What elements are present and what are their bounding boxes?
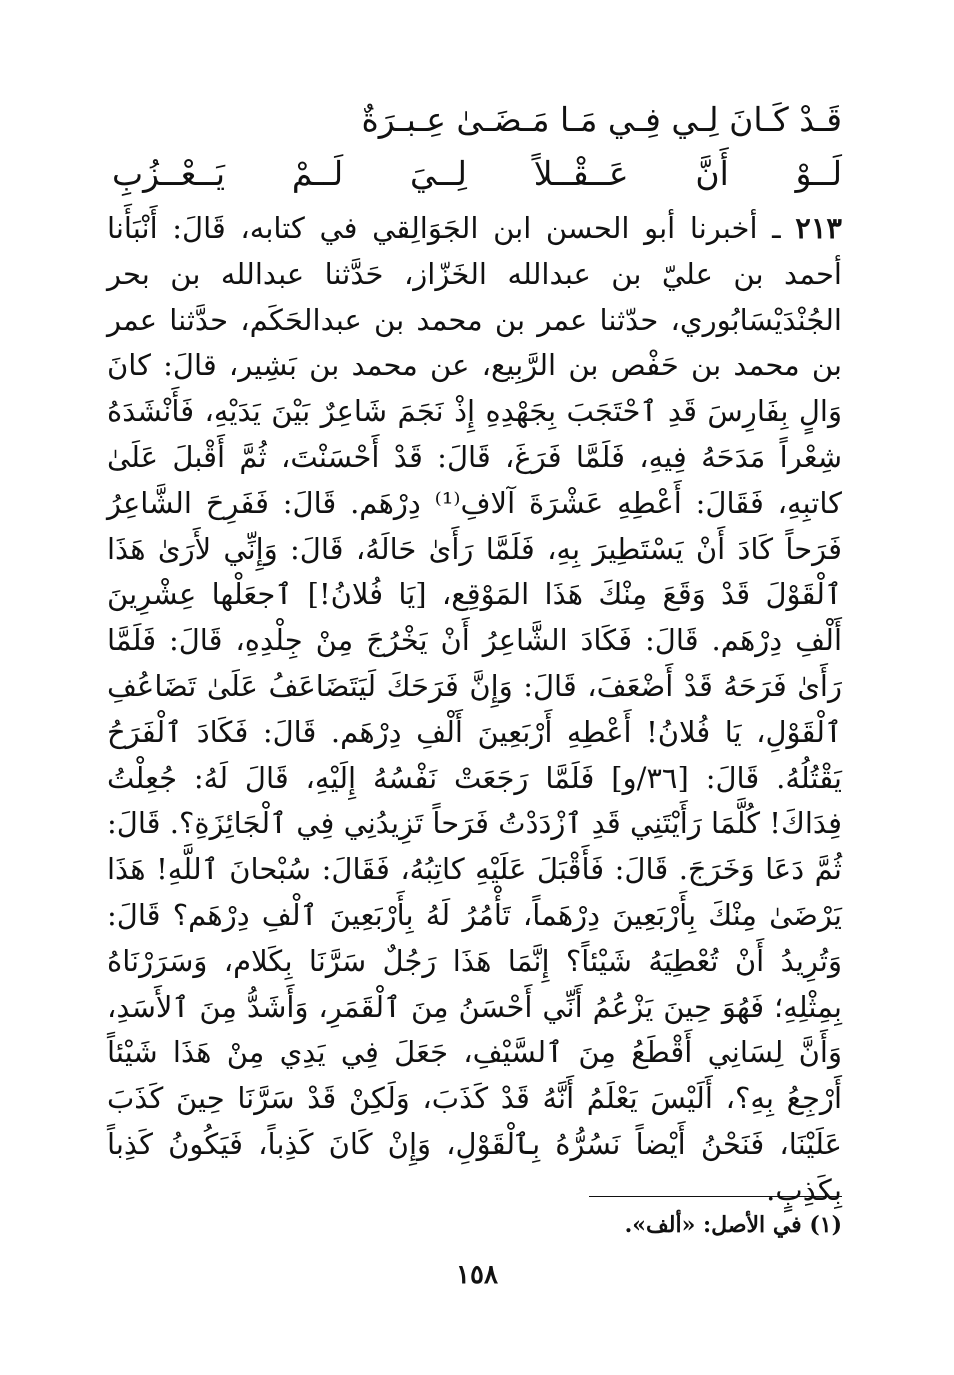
poem-verse-1: قَـدْ كَـانَ لِـي فِـي مَـا مَـضَـىٰ عِـبـرَةٌ: [361, 100, 842, 139]
entry-text: ـ أخبرنا أبو الحسن ابن الجَوَالِقي في كتابه، قَالَ: أَنْبَأَنا أحمد بن عليّ بن عبدالله الخَزّاز، حَدَّثنا عبدالله بن بحر الجُنْدَيْسَابُوري، حدّثنا عمر بن محمد بن عبدالحَكَم، حدَّثنا عمر بن محمد بن حَفْص بن الرَّبِيع، عن محمد بن بَشِير، قالَ: كانَ وَالٍ بِفَارِسَ قَدِ ٱحْتَجَبَ بِجَهْدِهِ إِذْ نَجَمَ شَاعِرٌ بَيْنَ يَدَيْهِ، فَأَنْشَدَهُ شِعْراً مَدَحَهُ فِيهِ، فَلَمَّا فَرَغَ، قَالَ: قَدْ أَحْسَنْتَ، ثُمَّ أَقْبلَ عَلَىٰ كاتبِهِ، فَقَالَ: أَعْطِهِ عَشْرَةَ آلافِ⁽¹⁾ دِرْهَم. قَالَ: فَفَرِحَ الشَّاعِرُ فَرَحاً كَادَ أَنْ يَسْتَطِيرَ بِهِ، فَلَمَّا رَأَىٰ حَالَهُ، قَالَ: وَإِنِّي لأَرَىٰ هَذَا ٱلْقَوْلَ قَدْ وَقَعَ مِنْكَ هَذَا المَوْقِع، [يَا فُلانُ!] ٱجعَلْها عِشْرِينَ أَلْفِ دِرْهَم. قَالَ: فَكَادَ الشَّاعِرُ أَنْ يَخْرُجَ مِنْ جِلْدِهِ، قَالَ: فَلَمَّا رَأَىٰ فَرَحَهُ قَدْ أَضْعَفَ، قَالَ: وَإِنَّ فَرَحَكَ لَيَتَضَاعَفُ عَلَىٰ تَضَاعُفِ ٱلْقَوْلِ، يَا فُلانُ! أَعْطِهِ أَرْبَعِينَ أَلْفِ دِرْهَم. قَالَ: فَكَادَ ٱلْفَرَحُ يَقْتُلُهُ. قَالَ: [٣٦/و] فَلَمَّا رَجَعَتْ نَفْسُهُ إِلَيْهِ، قَالَ لَهُ: جُعِلْتُ فِدَاكَ! كُلَّمَا رَأَيْتَنِي قَدِ ٱزْدَدْتُ فَرَحاً تَزِيدُنِي فِي ٱلْجَائِزَةِ؟. قَالَ: ثُمَّ دَعَا وَخَرَجَ. قَالَ: فَأَقْبَلَ عَلَيْهِ كاتِبُهُ، فَقَالَ: سُبْحانَ ٱللَّهِ! هَذَا يَرْضَىٰ مِنْكَ بِأَرْبَعِينَ دِرْهَماً، تَأْمُرُ لَهُ بِأَرْبَعِينَ ٱلْفِ دِرْهَم؟ قَالَ: وَتُرِيدُ أَنْ تُعْطِيَهُ شَيْئاً؟ إِنَّمَا هَذَا رَجُلٌ سَرَّنَا بِكَلام، وَسَرَرْنَاهُ بِمِثْلِهِ؛ فَهُوَ حِينَ يَزْعُمُ أَنِّي أَحْسَنُ مِنَ ٱلْقَمَرِ، وَأَشَدُّ مِنَ ٱلأَسَدِ، وَأَنَّ لِسَانِي أَقْطَعُ مِنَ ٱلسَّيْفِ، جَعَلَ فِي يَدِي مِنْ هَذَا شَيْئاً أَرْجِعُ بِهِ؟، أَلَيْسَ يَعْلَمُ أَنَّهُ قَدْ كَذَبَ، وَلَكِنْ قَدْ سَرَّنَا حِينَ كَذَبَ عَلَيْنَا، فَنَحْنُ أَيْضاً نَسُرُّهُ بِٱلْقَوْلِ، وَإِنْ كَانَ كَذِباً، فَيَكُونُ كَذِباً بِكَذِبٍ.: [107, 211, 842, 1207]
entry-number: ٢١٣: [795, 211, 842, 245]
page-number: ١٥٨: [456, 1260, 498, 1290]
entry-paragraph: [107, 206, 842, 1214]
poem-verse-2: لَــوْ أَنَّ عَــقْــلاً لِــيَ لَــمْ يَــعْــزُبِ: [112, 154, 842, 193]
footnote-divider: [589, 1196, 842, 1197]
footnote: (١) في الأصل: «ألف».: [624, 1212, 842, 1238]
